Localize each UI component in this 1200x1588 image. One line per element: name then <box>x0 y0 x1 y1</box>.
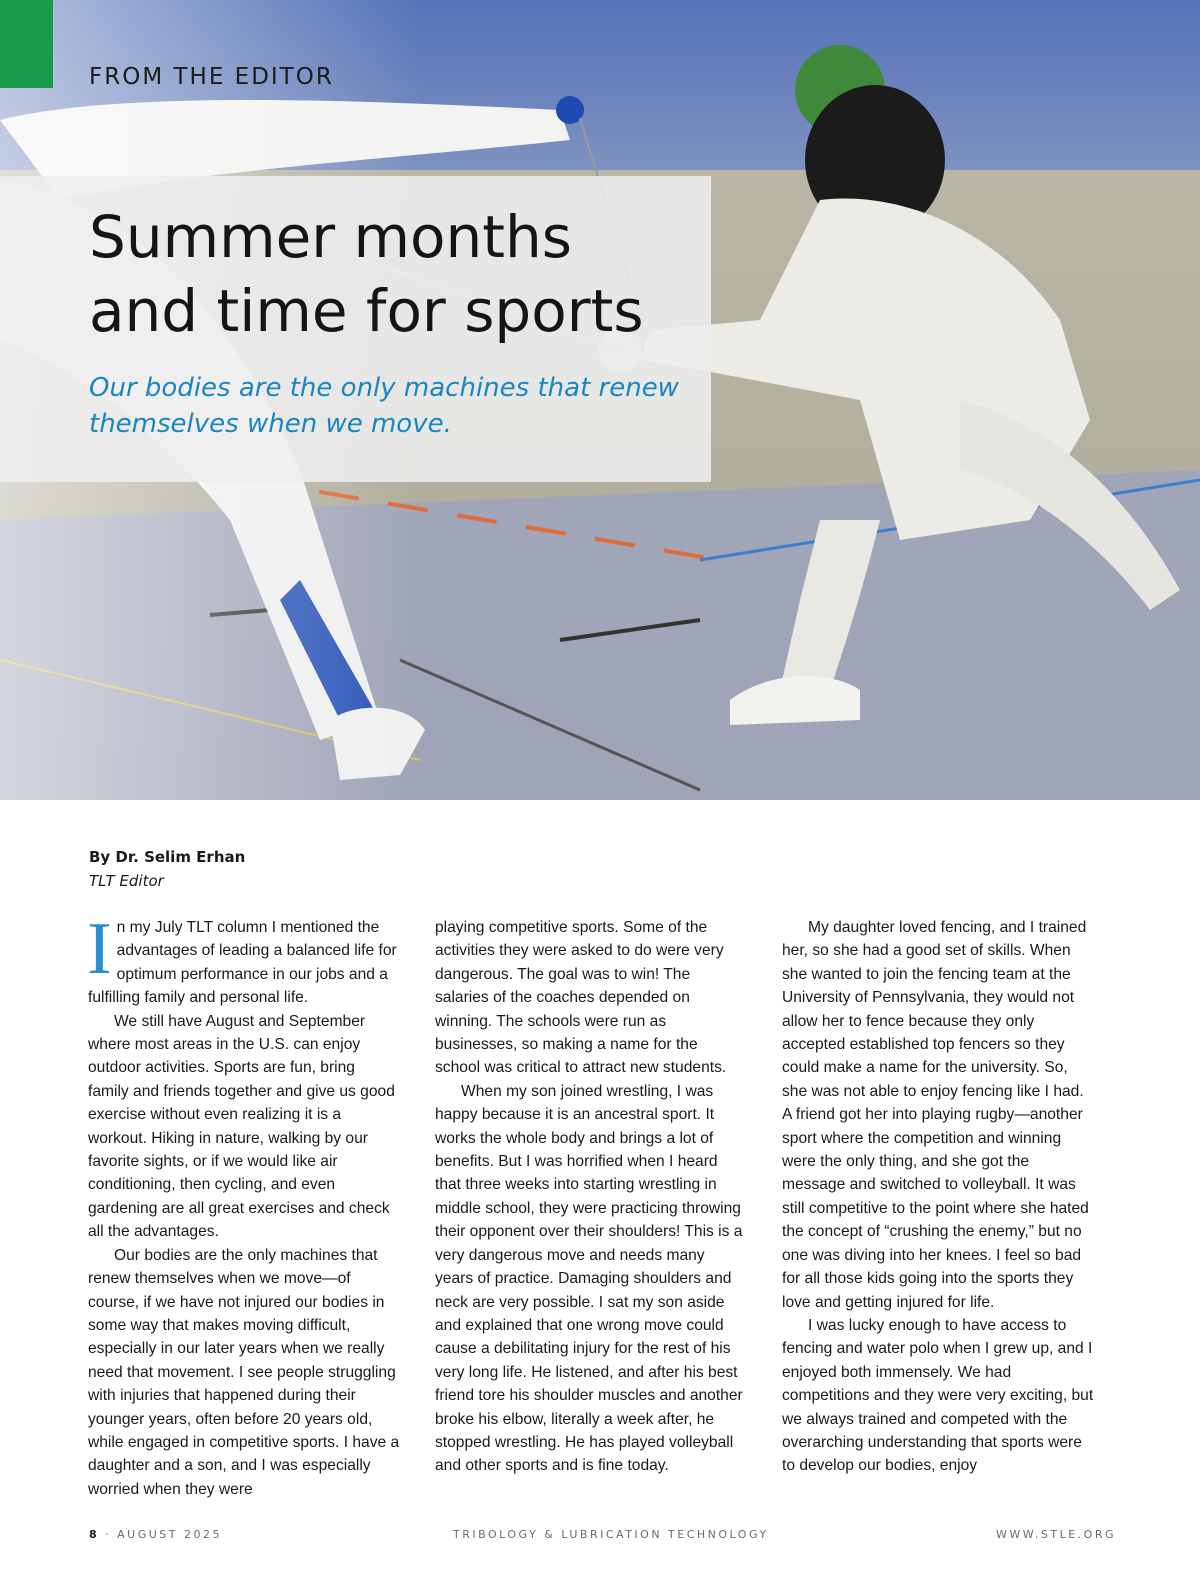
paragraph: playing competitive sports. Some of the activities they were asked to do were very dangerous. The goal was to win! The salaries of the coaches depended on winning. The schools were run as businesses, so making a name for the school was critical to attract new students. <box>435 919 727 1077</box>
paragraph: When my son joined wrestling, I was happy because it is an ancestral sport. It works the whole body and brings a lot of benefits. But I was horrified when I heard that three weeks into starting wrestling in middle school, they were practicing throwing their opponent over their shoulders! This is a very dangerous move and needs many years of practice. Damaging shoulders and neck are very possible. I sat my son aside and explained that one wrong move could cause a debilitating injury for the rest of his very long life. He listened, and after his best friend tore his shoulder muscles and another broke his elbow, literally a week after, he stopped wrestling. He has played volleyball and other sports and is fine today. <box>435 1082 743 1475</box>
paragraph: My daughter loved fencing, and I trained her, so she had a good set of skills. When she wanted to join the fencing team at the University of Pennsylvania, they would not allow her to fence because they only accepted established top fencers so they could make a name for the university. So, she was not able to enjoy fencing like I had. A friend got her into playing rugby—another sport where the competition and winning were the only thing, and she got the message and switched to volleyball. It was still competitive to the point where she hated the concept of “crushing the enemy,” but no one was diving into her knees. I feel so bad for all those kids going into the sports they love and getting injured for life. <box>782 919 1089 1311</box>
paragraph: I was lucky enough to have access to fencing and water polo when I grew up, and I enjoyed both immensely. We had competitions and they were very exciting, but we always trained and competed with the overarching understanding that sports were to develop our bodies, enjoy <box>782 1316 1094 1475</box>
byline-author: By Dr. Selim Erhan <box>89 848 246 866</box>
section-color-tab <box>0 0 53 88</box>
paragraph-text: n my July TLT column I mentioned the advantages of leading a balanced life for optimum performance in our jobs and a fulfilling family and personal life. <box>88 919 397 1007</box>
page-title: Summer months and time for sports <box>89 203 644 345</box>
subtitle: Our bodies are the only machines that renew themselves when we move. <box>89 373 679 439</box>
paragraph: Our bodies are the only machines that renew themselves when we move—of course, if we have not injured our bodies in some way that makes moving difficult, especially in our later years when we really need that movement. I see people struggling with injuries that happened during their younger years, often before 20 years old, while engaged in competitive sports. I have a daughter and a son, and I was especially worried when they were <box>88 1246 400 1498</box>
footer-separator: · <box>105 1528 112 1541</box>
byline-role: TLT Editor <box>89 872 164 890</box>
paragraph <box>87 908 400 1010</box>
article-column-1 <box>87 908 400 1501</box>
page-number: 8 <box>89 1528 100 1541</box>
article-column-2 <box>435 916 747 1478</box>
section-label: FROM THE EDITOR <box>89 64 334 90</box>
article-column-3 <box>782 916 1094 1478</box>
footer-page-info <box>89 1528 222 1541</box>
website-link[interactable]: WWW.STLE.ORG <box>996 1528 1116 1541</box>
paragraph: We still have August and September where most areas in the U.S. can enjoy outdoor activities. Sports are fun, bring family and friends together and give us good exercise without even realizing it is a workout. Hiking in nature, walking by our favorite sights, or if we would like air conditioning, then cycling, and even gardening are all great exercises and check all the advantages. <box>88 1012 395 1241</box>
issue-date: AUGUST 2025 <box>117 1528 222 1541</box>
drop-cap: I <box>87 908 112 990</box>
publication-name: TRIBOLOGY & LUBRICATION TECHNOLOGY <box>453 1528 769 1541</box>
